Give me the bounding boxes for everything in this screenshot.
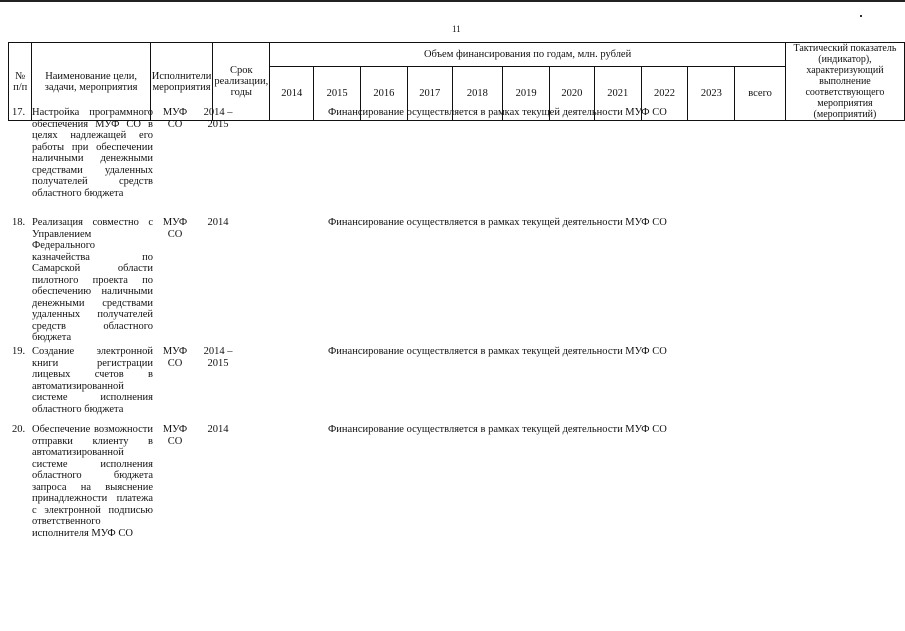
row-name: Реализация совместно с Управлением Федерального казначейства по Самарской области пилотного проекта по обеспечению наличными денежными средствами удаленных получателей средств областного бюджета	[32, 217, 153, 343]
row-number: 17.	[12, 107, 26, 118]
header-year: 2017	[407, 66, 452, 120]
page-number: 11	[452, 24, 461, 34]
row-funding: Финансирование осуществляется в рамках текущей деятельности МУФ СО	[328, 424, 667, 435]
row-number: 20.	[12, 424, 26, 435]
header-year: 2015	[314, 66, 361, 120]
row-funding: Финансирование осуществляется в рамках текущей деятельности МУФ СО	[328, 346, 667, 357]
row-executor: МУФ СО	[162, 107, 188, 130]
header-year: 2014	[270, 66, 314, 120]
row-name: Создание электронной книги регистрации лицевых счетов в автоматизированной системе исполнения областного бюджета	[32, 346, 153, 415]
header-executors: Исполнители мероприятия	[150, 43, 213, 121]
page-top-border	[0, 0, 905, 2]
header-year: 2018	[452, 66, 503, 120]
row-name: Настройка программного обеспечения МУФ СО в целях надлежащей его работы при обеспечении наличными денежными средствами удаленных получателей средств областного бюджета	[32, 107, 153, 199]
header-total: всего	[735, 66, 786, 120]
header-num: № п/п	[9, 43, 32, 121]
header-year: 2019	[503, 66, 550, 120]
row-term: 2014 – 2015	[203, 107, 233, 130]
header-funding: Объем финансирования по годам, млн. рублей	[270, 43, 786, 67]
header-year: 2020	[549, 66, 594, 120]
row-executor: МУФ СО	[162, 424, 188, 447]
row-executor: МУФ СО	[162, 217, 188, 240]
header-term: Срок реализации, годы	[213, 43, 270, 121]
header-name: Наименование цели, задачи, мероприятия	[32, 43, 150, 121]
header-year: 2021	[594, 66, 641, 120]
row-executor: МУФ СО	[162, 346, 188, 369]
row-term: 2014 – 2015	[203, 346, 233, 369]
row-funding: Финансирование осуществляется в рамках текущей деятельности МУФ СО	[328, 217, 667, 228]
row-number: 18.	[12, 217, 26, 228]
scan-speck	[860, 15, 862, 17]
row-term: 2014	[207, 217, 229, 228]
header-year: 2016	[360, 66, 407, 120]
header-indicator: Тактический показатель (индикатор), характеризующий выполнение соответствующего мероприятия (мероприятий)	[785, 43, 904, 121]
row-name: Обеспечение возможности отправки клиенту в автоматизированной системе исполнения областного бюджета запроса на выяснение принадлежности платежа с электронной подписью ответственного исполнителя МУФ СО	[32, 424, 153, 539]
row-number: 19.	[12, 346, 26, 357]
header-year: 2023	[688, 66, 735, 120]
header-year: 2022	[641, 66, 688, 120]
row-funding: Финансирование осуществляется в рамках текущей деятельности МУФ СО	[328, 107, 667, 118]
row-term: 2014	[207, 424, 229, 435]
